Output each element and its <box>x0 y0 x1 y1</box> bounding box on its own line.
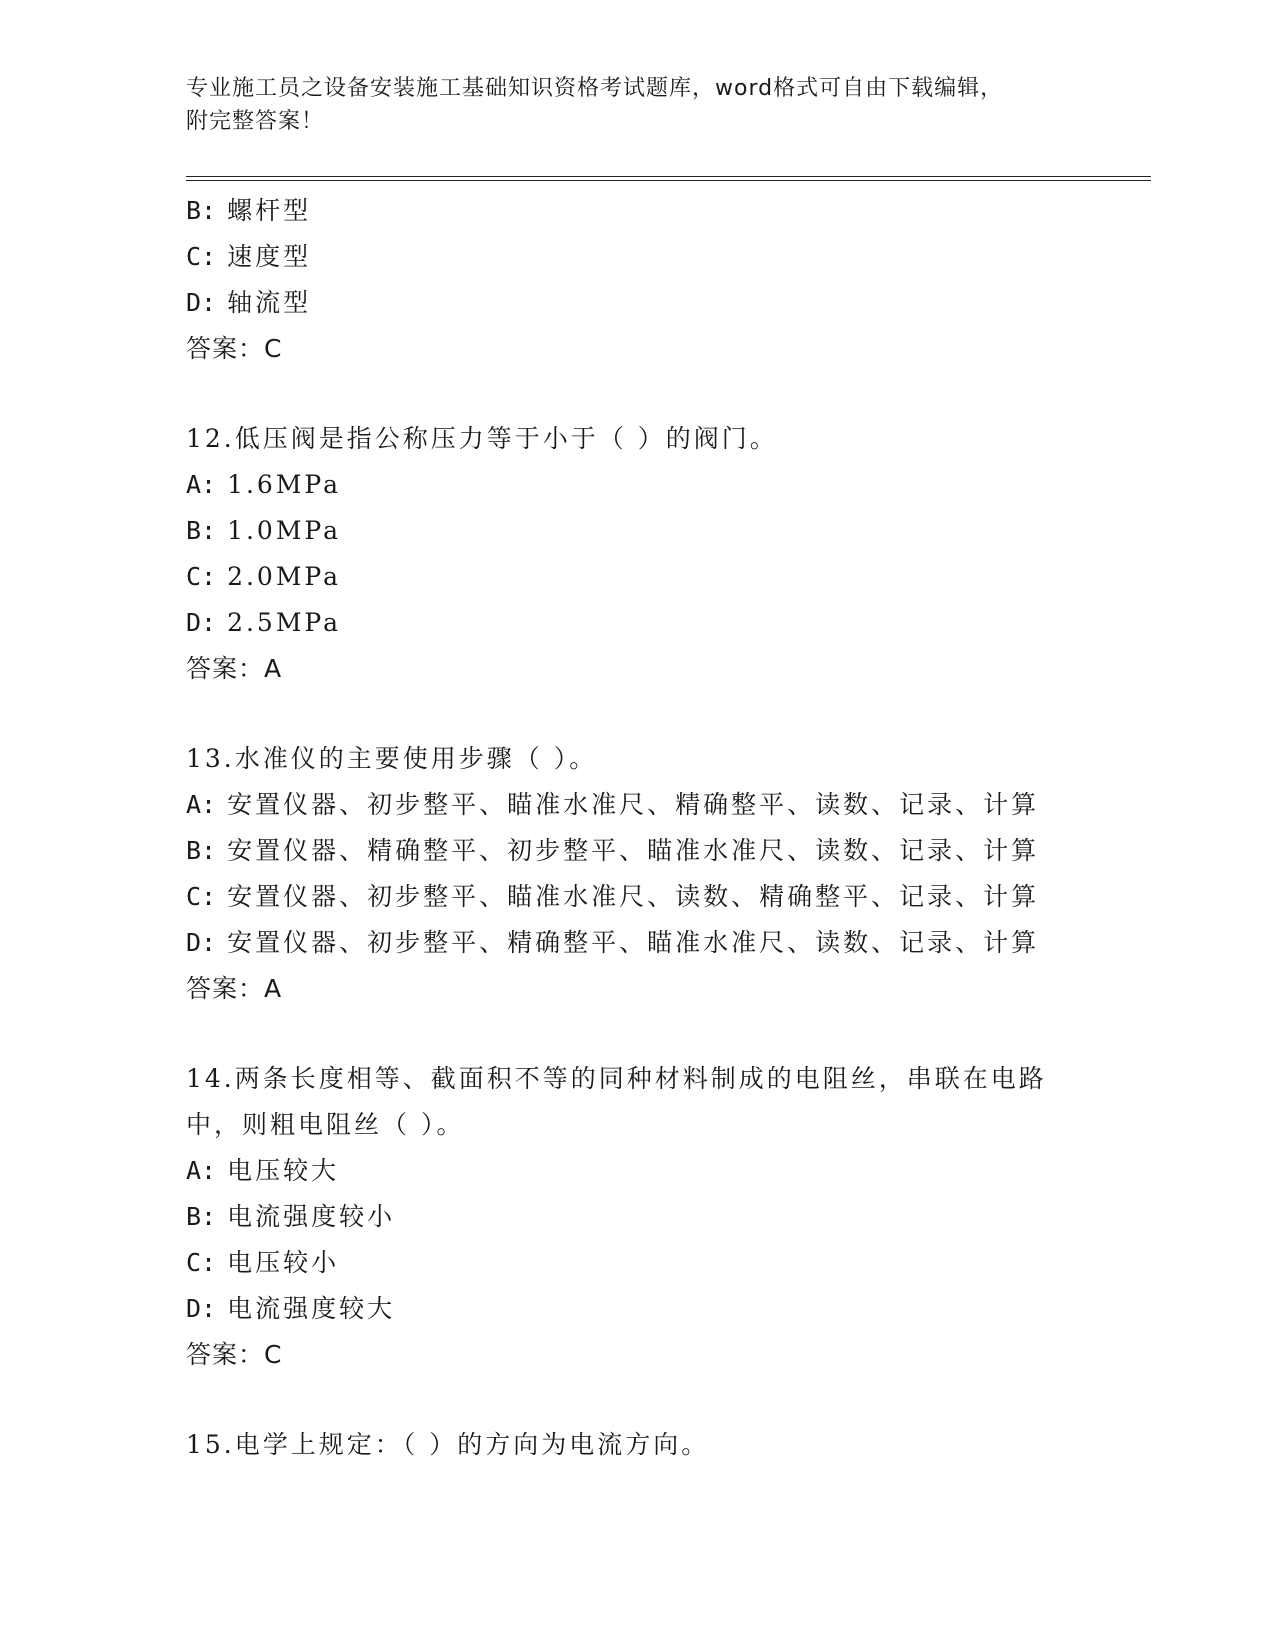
answer: 答案：A <box>186 974 283 1003</box>
option-label: A: <box>186 1156 217 1185</box>
spacer <box>186 1012 1146 1056</box>
option-a <box>186 782 1146 828</box>
option-text: 电流强度较小 <box>227 1202 396 1231</box>
option-text: 轴流型 <box>227 288 312 317</box>
option-b <box>186 188 1146 234</box>
option-d <box>186 600 1146 646</box>
option-label: C: <box>186 242 217 271</box>
spacer <box>186 1378 1146 1422</box>
option-c <box>186 234 1146 280</box>
option-a <box>186 462 1146 508</box>
answer: 答案：A <box>186 654 283 683</box>
option-text: 安置仪器、初步整平、精确整平、瞄准水准尺、读数、记录、计算 <box>227 928 1040 957</box>
question-stem: 15.电学上规定：（ ）的方向为电流方向。 <box>186 1430 710 1459</box>
header-title-line-1: 专业施工员之设备安装施工基础知识资格考试题库，word格式可自由下载编辑， <box>186 76 1004 101</box>
option-text: 2.0MPa <box>227 562 342 591</box>
option-text: 1.0MPa <box>227 516 342 545</box>
question-stem: 14.两条长度相等、截面积不等的同种材料制成的电阻丝，串联在电路 <box>186 1064 1047 1093</box>
option-label: B: <box>186 516 217 545</box>
option-text: 电流强度较大 <box>227 1294 396 1323</box>
question-content <box>186 188 1146 1468</box>
question-stem: 13.水准仪的主要使用步骤（ ）。 <box>186 744 598 773</box>
option-c <box>186 554 1146 600</box>
page-header <box>186 72 1086 138</box>
option-b <box>186 1194 1146 1240</box>
option-label: B: <box>186 836 217 865</box>
option-text: 安置仪器、初步整平、瞄准水准尺、读数、精确整平、记录、计算 <box>227 882 1040 911</box>
option-text: 2.5MPa <box>227 608 342 637</box>
option-d <box>186 920 1146 966</box>
option-label: D: <box>186 1294 217 1323</box>
option-a <box>186 1148 1146 1194</box>
option-label: D: <box>186 608 217 637</box>
question-11-continued <box>186 188 1146 372</box>
option-d <box>186 1286 1146 1332</box>
option-label: D: <box>186 288 217 317</box>
answer: 答案：C <box>186 334 283 363</box>
option-label: C: <box>186 562 217 591</box>
option-label: C: <box>186 882 217 911</box>
spacer <box>186 692 1146 736</box>
option-label: B: <box>186 196 217 225</box>
option-c <box>186 1240 1146 1286</box>
option-text: 安置仪器、精确整平、初步整平、瞄准水准尺、读数、记录、计算 <box>227 836 1040 865</box>
option-text: 电压较小 <box>227 1248 340 1277</box>
option-text: 螺杆型 <box>227 196 312 225</box>
answer: 答案：C <box>186 1340 283 1369</box>
question-stem: 12.低压阀是指公称压力等于小于（ ）的阀门。 <box>186 424 778 453</box>
option-text: 速度型 <box>227 242 312 271</box>
header-title-line-2: 附完整答案！ <box>186 109 325 134</box>
header-divider <box>186 176 1151 181</box>
option-label: C: <box>186 1248 217 1277</box>
question-15 <box>186 1422 1146 1468</box>
question-12 <box>186 416 1146 692</box>
option-text: 电压较大 <box>227 1156 340 1185</box>
option-label: B: <box>186 1202 217 1231</box>
option-text: 安置仪器、初步整平、瞄准水准尺、精确整平、读数、记录、计算 <box>227 790 1040 819</box>
option-c <box>186 874 1146 920</box>
option-b <box>186 508 1146 554</box>
question-13 <box>186 736 1146 1012</box>
question-stem-continued: 中，则粗电阻丝（ ）。 <box>186 1110 465 1139</box>
option-label: A: <box>186 790 217 819</box>
option-text: 1.6MPa <box>227 470 342 499</box>
option-b <box>186 828 1146 874</box>
option-label: D: <box>186 928 217 957</box>
option-d <box>186 280 1146 326</box>
option-label: A: <box>186 470 217 499</box>
question-14 <box>186 1056 1146 1378</box>
spacer <box>186 372 1146 416</box>
